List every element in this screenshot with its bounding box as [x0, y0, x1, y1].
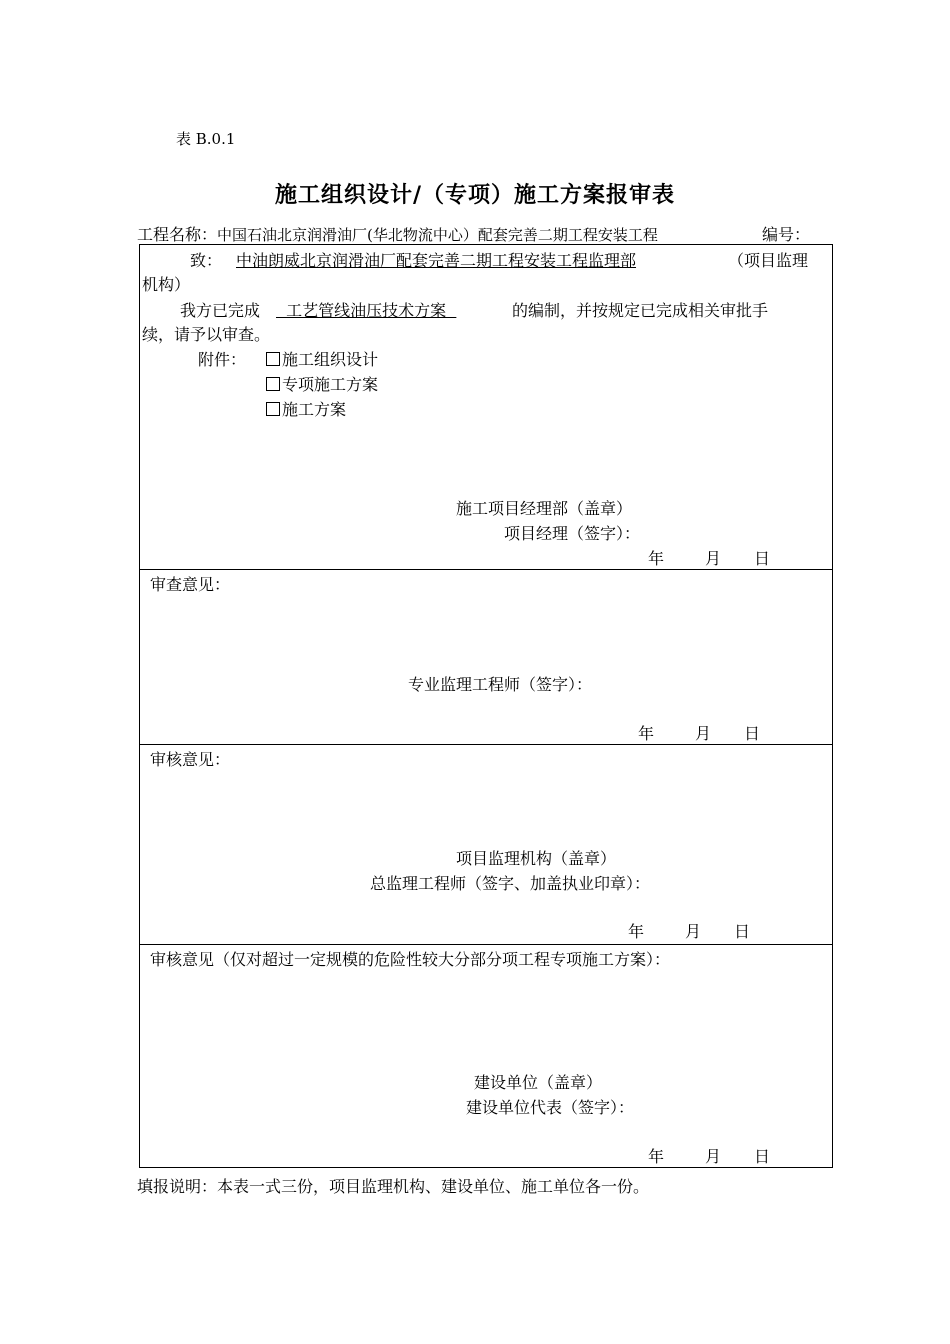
attachment-item[interactable]: 专项施工方案 — [266, 375, 378, 395]
to-suffix-cont: 机构） — [142, 275, 191, 294]
completed-line2: 续，请予以审查。 — [142, 325, 271, 344]
checkbox[interactable] — [266, 377, 280, 391]
owner-signature: 建设单位代表（签字）： — [466, 1098, 635, 1117]
footer-note: 填报说明：本表一式三份，项目监理机构、建设单位、施工单位各一份。 — [137, 1177, 650, 1196]
completed-item: 工艺管线油压技术方案 — [276, 301, 457, 320]
chief-engineer-signature: 总监理工程师（签字、加盖执业印章）： — [370, 874, 651, 893]
checkbox[interactable] — [266, 402, 280, 416]
page-title: 施工组织设计/（专项）施工方案报审表 — [274, 182, 676, 208]
project-name: 中国石油北京润滑油厂(华北物流中心）配套完善二期工程安装工程 — [217, 226, 658, 244]
attachment-item[interactable]: 施工方案 — [266, 400, 346, 420]
divider — [140, 744, 832, 745]
serial-label: 编号： — [762, 225, 811, 244]
contractor-seal: 施工项目经理部（盖章） — [456, 499, 633, 518]
owner-audit-label: 审核意见（仅对超过一定规模的危险性较大分部分项工程专项施工方案）： — [150, 950, 671, 969]
date-day: 日 — [734, 922, 751, 941]
owner-seal: 建设单位（盖章） — [474, 1073, 603, 1092]
to-label: 致： — [190, 251, 223, 270]
completed-suffix: 的编制，并按规定已完成相关审批手 — [512, 301, 769, 320]
supervision-seal: 项目监理机构（盖章） — [456, 849, 617, 868]
date-month: 月 — [705, 549, 722, 568]
completed-prefix: 我方已完成 — [180, 301, 261, 320]
to-recipient: 中油朗威北京润滑油厂配套完善二期工程安装工程监理部 — [236, 251, 637, 270]
form-code: 表 B.0.1 — [176, 130, 236, 148]
checkbox[interactable] — [266, 352, 280, 366]
audit-opinion-label: 审核意见： — [150, 750, 231, 769]
review-form-table — [139, 244, 833, 1168]
date-day: 日 — [744, 724, 761, 743]
date-month: 月 — [695, 724, 712, 743]
manager-signature: 项目经理（签字）： — [504, 524, 641, 543]
date-year: 年 — [648, 1147, 665, 1166]
divider — [140, 944, 832, 945]
date-year: 年 — [648, 549, 665, 568]
date-month: 月 — [705, 1147, 722, 1166]
date-day: 日 — [754, 549, 771, 568]
attachment-item[interactable]: 施工组织设计 — [266, 350, 378, 370]
review-opinion-label: 审查意见： — [150, 575, 231, 594]
date-year: 年 — [638, 724, 655, 743]
engineer-signature: 专业监理工程师（签字）： — [408, 675, 593, 694]
divider — [140, 569, 832, 570]
to-suffix: （项目监理 — [728, 251, 809, 270]
project-label: 工程名称： — [137, 225, 218, 244]
date-year: 年 — [628, 922, 645, 941]
attachments-label: 附件： — [198, 350, 247, 369]
date-day: 日 — [754, 1147, 771, 1166]
project-name-row — [137, 222, 658, 245]
date-month: 月 — [685, 922, 702, 941]
